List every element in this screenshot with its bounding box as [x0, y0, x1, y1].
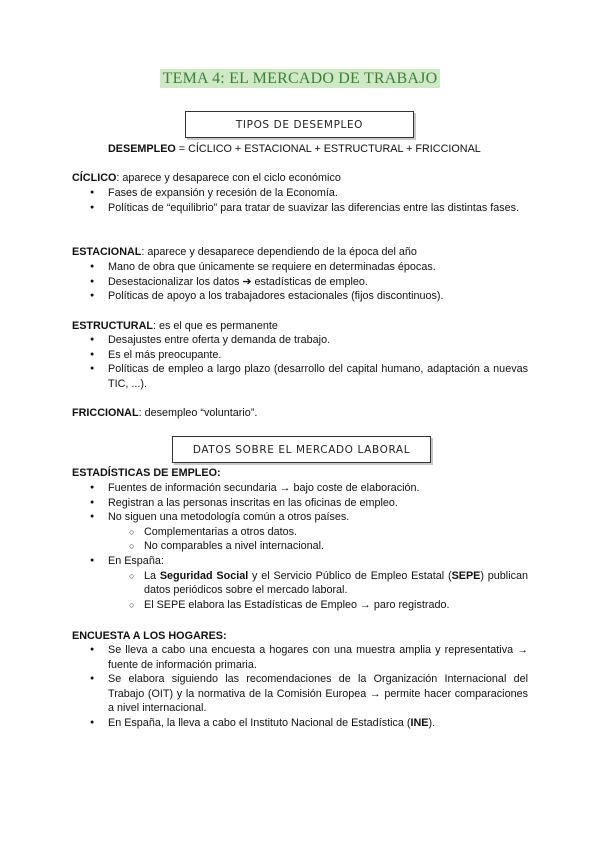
list-item: ● No siguen una metodología común a otros países.: [72, 510, 528, 525]
list-item: ● Desestacionalizar los datos ➔ estadísticas de empleo.: [72, 275, 528, 290]
section-heading-tipos: TIPOS DE DESEMPLEO: [185, 111, 414, 138]
sub-list-item: ○ No comparables a nivel internacional.: [72, 539, 528, 554]
estructural-list: [72, 333, 528, 391]
sub-list-item: ○ La Seguridad Social y el Servicio Público de Empleo Estatal (SEPE) publican datos periódicos sobre el mercado laboral.: [72, 569, 528, 598]
encuesta-list: [72, 643, 528, 731]
encuesta-heading: ENCUESTA A LOS HOGARES:: [72, 630, 227, 642]
list-item: ● En España:: [72, 554, 528, 569]
list-item: ● Mano de obra que únicamente se requiere en determinadas épocas.: [72, 260, 528, 275]
estructural-definition: ESTRUCTURAL: es el que es permanente: [72, 320, 278, 332]
sub-list-item: ○ El SEPE elabora las Estadísticas de Empleo → paro registrado.: [72, 598, 528, 613]
list-item: ● Es el más preocupante.: [72, 348, 528, 363]
page-title: TEMA 4: EL MERCADO DE TRABAJO: [0, 70, 600, 88]
estadisticas-heading: ESTADÍSTICAS DE EMPLEO:: [72, 467, 221, 479]
desempleo-formula: DESEMPLEO = CÍCLICO + ESTACIONAL + ESTRUCTURAL + FRICCIONAL: [108, 143, 481, 155]
ciclico-list: [72, 186, 528, 215]
list-item: ● Desajustes entre oferta y demanda de trabajo.: [72, 333, 528, 348]
estacional-definition: ESTACIONAL: aparece y desaparece dependiendo de la época del año: [72, 246, 417, 258]
estacional-list: [72, 260, 528, 304]
friccional-definition: FRICCIONAL: desempleo “voluntario”.: [72, 407, 258, 419]
sub-list-item: ○ Complementarias a otros datos.: [72, 525, 528, 540]
list-item: ● En España, la lleva a cabo el Instituto Nacional de Estadística (INE).: [72, 716, 528, 731]
ciclico-definition: CÍCLICO: aparece y desaparece con el ciclo económico: [72, 172, 341, 184]
estadisticas-list: [72, 481, 528, 612]
list-item: ● Se elabora siguiendo las recomendaciones de la Organización Internacional del Trabajo (OIT) y la normativa de la Comisión Europea → permite hacer comparaciones a nivel internacional.: [72, 672, 528, 716]
list-item: ● Registran a las personas inscritas en las oficinas de empleo.: [72, 496, 528, 511]
list-item: ● Políticas de “equilibrio” para tratar de suavizar las diferencias entre las distintas fases.: [72, 201, 528, 216]
list-item: ● Fuentes de información secundaria → bajo coste de elaboración.: [72, 481, 528, 496]
section-heading-datos: DATOS SOBRE EL MERCADO LABORAL: [172, 436, 431, 463]
list-item: ● Fases de expansión y recesión de la Economía.: [72, 186, 528, 201]
list-item: ● Políticas de apoyo a los trabajadores estacionales (fijos discontinuos).: [72, 289, 528, 304]
list-item: ● Se lleva a cabo una encuesta a hogares con una muestra amplia y representativa → fuente de información primaria.: [72, 643, 528, 672]
list-item: ● Políticas de empleo a largo plazo (desarrollo del capital humano, adaptación a nuevas TIC, ...).: [72, 362, 528, 391]
